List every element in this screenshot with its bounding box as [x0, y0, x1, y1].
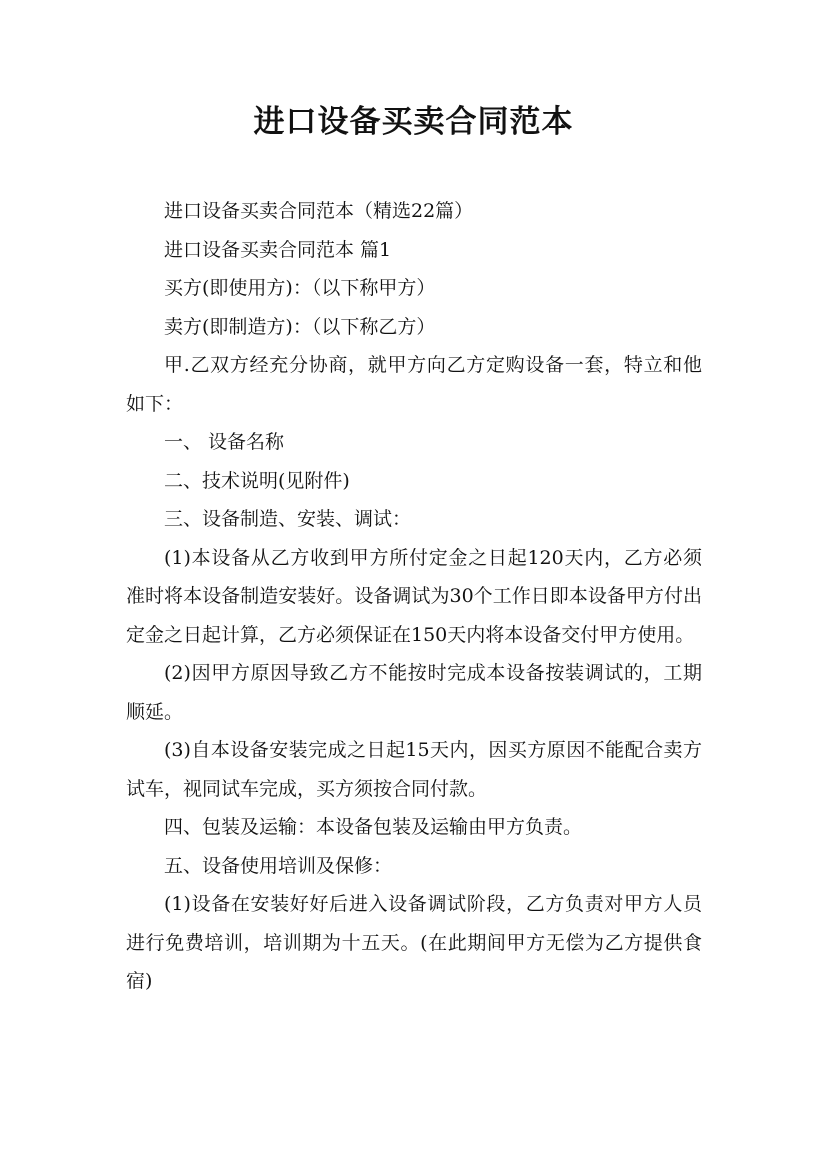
paragraph: 五、设备使用培训及保修：	[164, 854, 393, 877]
paragraph: (1)本设备从乙方收到甲方所付定金之日起120天内，乙方必须准时将本设备制造安装好。设备调试为30个工作日即本设备甲方付出定金之日起计算，乙方必须保证在150天内将本设备交付甲方使用。	[126, 546, 702, 646]
paragraph: 三、设备制造、安装、调试：	[164, 508, 412, 530]
document-body	[126, 192, 709, 1001]
paragraph: 买方(即使用方)：（以下称甲方）	[164, 277, 436, 299]
paragraph: (3)自本设备安装完成之日起15天内，因买方原因不能配合卖方试车，视同试车完成，买方须按合同付款。	[126, 739, 702, 800]
paragraph: (1)设备在安装好好后进入设备调试阶段，乙方负责对甲方人员进行免费培训，培训期为十五天。(在此期间甲方无偿为乙方提供食宿)	[126, 893, 702, 992]
paragraph: (2)因甲方原因导致乙方不能按时完成本设备按装调试的，工期顺延。	[126, 662, 702, 723]
paragraph: 四、包装及运输：本设备包装及运输由甲方负责。	[164, 816, 583, 838]
paragraph: 一、 设备名称	[164, 431, 285, 453]
document-title: 进口设备买卖合同范本	[253, 104, 574, 140]
paragraph: 进口设备买卖合同范本 篇1	[164, 238, 392, 261]
paragraph: 二、技术说明(见附件)	[164, 469, 350, 492]
paragraph: 甲.乙双方经充分协商，就甲方向乙方定购设备一套，特立和他 如下：	[126, 354, 709, 415]
paragraph: 卖方(即制造方)：（以下称乙方）	[164, 315, 436, 338]
paragraph: 进口设备买卖合同范本（精选22篇）	[164, 200, 474, 222]
